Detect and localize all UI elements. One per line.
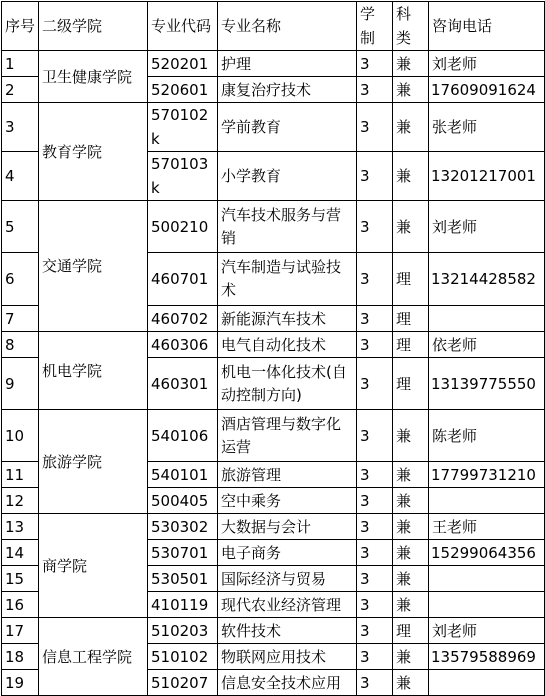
cell-code: 520201 xyxy=(148,51,218,77)
cell-code: 530501 xyxy=(148,566,218,592)
cell-major: 小学教育 xyxy=(218,152,357,201)
cell-type: 兼 xyxy=(393,592,429,618)
cell-college: 交通学院 xyxy=(39,201,148,332)
cell-major: 物联网应用技术 xyxy=(218,644,357,670)
cell-type: 理 xyxy=(393,618,429,644)
cell-college: 卫生健康学院 xyxy=(39,51,148,103)
cell-duration: 3 xyxy=(357,462,393,488)
cell-code: 540106 xyxy=(148,410,218,462)
table-row xyxy=(2,201,545,253)
cell-college: 商学院 xyxy=(39,514,148,618)
cell-major: 大数据与会计 xyxy=(218,514,357,540)
cell-major: 新能源汽车技术 xyxy=(218,306,357,332)
cell-code: 530701 xyxy=(148,540,218,566)
cell-number: 11 xyxy=(2,462,39,488)
cell-contact-empty xyxy=(429,306,545,332)
cell-contact: 陈老师 xyxy=(429,410,545,462)
table-row xyxy=(2,332,545,358)
cell-contact: 刘老师 xyxy=(429,51,545,77)
cell-type: 理 xyxy=(393,306,429,332)
cell-major: 信息安全技术应用 xyxy=(218,670,357,696)
cell-contact: 15299064356 xyxy=(429,540,545,566)
cell-contact: 17609091624 xyxy=(429,77,545,103)
table-row xyxy=(2,410,545,462)
cell-code: 520601 xyxy=(148,77,218,103)
enrollment-table xyxy=(1,1,545,696)
cell-type: 兼 xyxy=(393,152,429,201)
cell-number: 9 xyxy=(2,358,39,410)
cell-contact-empty xyxy=(429,670,545,696)
cell-type: 理 xyxy=(393,358,429,410)
cell-number: 13 xyxy=(2,514,39,540)
cell-duration: 3 xyxy=(357,77,393,103)
cell-contact: 13139775550 xyxy=(429,358,545,410)
cell-contact: 13214428582 xyxy=(429,253,545,306)
cell-major: 电气自动化技术 xyxy=(218,332,357,358)
header-college: 二级学院 xyxy=(39,2,148,51)
cell-number: 7 xyxy=(2,306,39,332)
cell-type: 理 xyxy=(393,332,429,358)
header-phone: 咨询电话 xyxy=(429,2,545,51)
cell-duration: 3 xyxy=(357,358,393,410)
cell-code: 510102 xyxy=(148,644,218,670)
header-subject-type: 科类 xyxy=(393,2,429,51)
cell-major: 康复治疗技术 xyxy=(218,77,357,103)
cell-code: 570103k xyxy=(148,152,218,201)
cell-number: 16 xyxy=(2,592,39,618)
cell-duration: 3 xyxy=(357,51,393,77)
cell-code: 530302 xyxy=(148,514,218,540)
cell-code: 460701 xyxy=(148,253,218,306)
cell-major: 旅游管理 xyxy=(218,462,357,488)
cell-contact-empty xyxy=(429,592,545,618)
cell-duration: 3 xyxy=(357,540,393,566)
table-row xyxy=(2,51,545,77)
cell-major: 汽车技术服务与营销 xyxy=(218,201,357,253)
cell-duration: 3 xyxy=(357,103,393,152)
cell-code: 500210 xyxy=(148,201,218,253)
cell-type: 兼 xyxy=(393,670,429,696)
cell-duration: 3 xyxy=(357,644,393,670)
cell-code: 460306 xyxy=(148,332,218,358)
cell-number: 10 xyxy=(2,410,39,462)
cell-duration: 3 xyxy=(357,410,393,462)
cell-contact: 13201217001 xyxy=(429,152,545,201)
cell-number: 17 xyxy=(2,618,39,644)
cell-code: 460301 xyxy=(148,358,218,410)
cell-type: 兼 xyxy=(393,410,429,462)
cell-contact: 刘老师 xyxy=(429,201,545,253)
cell-duration: 3 xyxy=(357,670,393,696)
cell-type: 兼 xyxy=(393,488,429,514)
cell-duration: 3 xyxy=(357,488,393,514)
cell-duration: 3 xyxy=(357,306,393,332)
cell-type: 兼 xyxy=(393,51,429,77)
cell-major: 汽车制造与试验技术 xyxy=(218,253,357,306)
cell-code: 510207 xyxy=(148,670,218,696)
header-major-code: 专业代码 xyxy=(148,2,218,51)
cell-contact: 13579588969 xyxy=(429,644,545,670)
cell-duration: 3 xyxy=(357,618,393,644)
table-row xyxy=(2,103,545,152)
cell-contact: 依老师 xyxy=(429,332,545,358)
cell-major: 电子商务 xyxy=(218,540,357,566)
cell-number: 14 xyxy=(2,540,39,566)
cell-major: 国际经济与贸易 xyxy=(218,566,357,592)
cell-major: 软件技术 xyxy=(218,618,357,644)
cell-contact-empty xyxy=(429,488,545,514)
cell-number: 4 xyxy=(2,152,39,201)
table-row xyxy=(2,514,545,540)
cell-number: 18 xyxy=(2,644,39,670)
cell-type: 兼 xyxy=(393,103,429,152)
cell-type: 理 xyxy=(393,253,429,306)
cell-major: 酒店管理与数字化运营 xyxy=(218,410,357,462)
cell-number: 19 xyxy=(2,670,39,696)
cell-duration: 3 xyxy=(357,332,393,358)
cell-duration: 3 xyxy=(357,253,393,306)
cell-major: 护理 xyxy=(218,51,357,77)
cell-number: 1 xyxy=(2,51,39,77)
cell-college: 信息工程学院 xyxy=(39,618,148,696)
cell-college: 旅游学院 xyxy=(39,410,148,514)
cell-number: 5 xyxy=(2,201,39,253)
table-row xyxy=(2,618,545,644)
cell-contact: 17799731210 xyxy=(429,462,545,488)
cell-contact: 王老师 xyxy=(429,514,545,540)
cell-code: 540101 xyxy=(148,462,218,488)
cell-number: 12 xyxy=(2,488,39,514)
cell-code: 500405 xyxy=(148,488,218,514)
cell-type: 兼 xyxy=(393,462,429,488)
cell-type: 兼 xyxy=(393,77,429,103)
cell-major: 机电一体化技术(自动控制方向) xyxy=(218,358,357,410)
cell-duration: 3 xyxy=(357,152,393,201)
header-major-name: 专业名称 xyxy=(218,2,357,51)
cell-code: 510203 xyxy=(148,618,218,644)
cell-type: 兼 xyxy=(393,566,429,592)
cell-number: 6 xyxy=(2,253,39,306)
cell-contact: 张老师 xyxy=(429,103,545,152)
cell-type: 兼 xyxy=(393,644,429,670)
cell-number: 2 xyxy=(2,77,39,103)
cell-number: 8 xyxy=(2,332,39,358)
cell-major: 空中乘务 xyxy=(218,488,357,514)
cell-college: 机电学院 xyxy=(39,332,148,410)
cell-code: 410119 xyxy=(148,592,218,618)
cell-number: 3 xyxy=(2,103,39,152)
cell-contact: 刘老师 xyxy=(429,618,545,644)
header-duration: 学制 xyxy=(357,2,393,51)
cell-code: 460702 xyxy=(148,306,218,332)
cell-major: 现代农业经济管理 xyxy=(218,592,357,618)
header-row xyxy=(2,2,545,51)
cell-duration: 3 xyxy=(357,566,393,592)
cell-duration: 3 xyxy=(357,201,393,253)
cell-type: 兼 xyxy=(393,514,429,540)
cell-code: 570102k xyxy=(148,103,218,152)
cell-major: 学前教育 xyxy=(218,103,357,152)
cell-type: 兼 xyxy=(393,540,429,566)
cell-duration: 3 xyxy=(357,592,393,618)
cell-college: 教育学院 xyxy=(39,103,148,201)
cell-contact-empty xyxy=(429,566,545,592)
cell-number: 15 xyxy=(2,566,39,592)
cell-duration: 3 xyxy=(357,514,393,540)
header-serial-number: 序号 xyxy=(2,2,39,51)
cell-type: 兼 xyxy=(393,201,429,253)
